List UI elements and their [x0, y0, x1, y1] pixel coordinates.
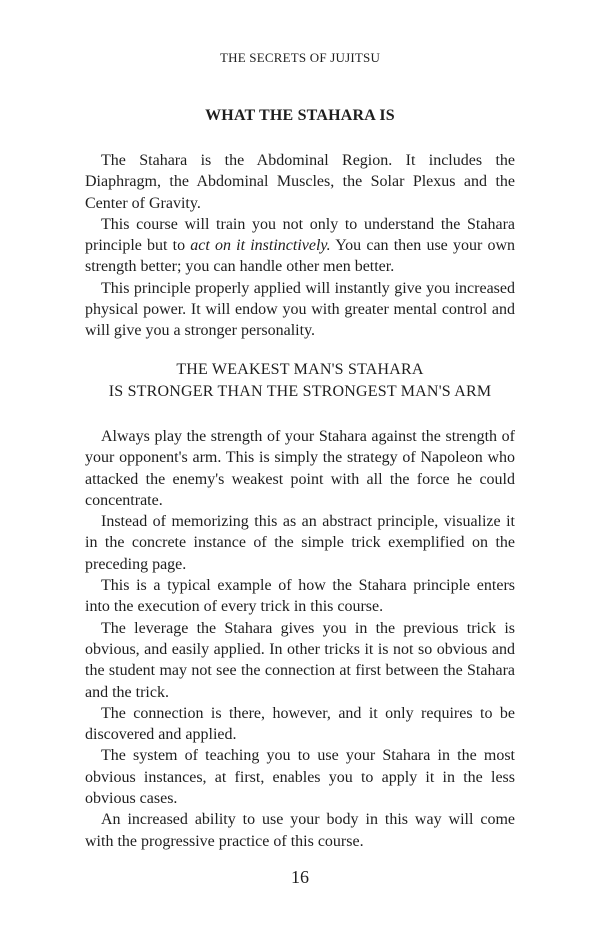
running-head: THE SECRETS OF JUJITSU — [219, 50, 381, 65]
paragraph: Instead of memorizing this as an abstract principle, visualize it in the concrete instance of the simple trick exemplified on the preceding page. — [85, 513, 515, 573]
paragraph — [85, 214, 515, 278]
section-heading-line: THE WEAKEST MAN'S STAHARA — [176, 361, 424, 378]
page-number: 16 — [291, 867, 309, 887]
paragraph: The system of teaching you to use your Stahara in the most obvious instances, at first, enables you to apply it in the less obvious cases. — [85, 747, 515, 808]
paragraph-text: This course will train you not only to understand the Stahara principle but to — [85, 215, 515, 255]
section-heading-line: IS STRONGER THAN THE STRONGEST MAN'S ARM — [108, 383, 492, 400]
section-heading-weakest-man — [85, 359, 515, 403]
emphasis-text: act on it instinctively. — [190, 237, 331, 255]
paragraph: The Stahara is the Abdominal Region. It includes the Diaphragm, the Abdominal Muscles, the Solar Plexus and the Center of Gravity. — [85, 152, 515, 212]
section-body-stahara — [85, 150, 515, 342]
paragraph: The leverage the Stahara gives you in the previous trick is obvious, and easily applied. In other tricks it is not so obvious and the student may not see the connection at first between the Stahara and the trick. — [85, 619, 515, 701]
paragraph: Always play the strength of your Stahara against the strength of your opponent's arm. This is simply the strategy of Napoleon who attacked the enemy's weakest point with all the force he could concentrate. — [85, 428, 515, 509]
section-body-weakest-man — [85, 426, 515, 852]
section-heading-stahara: WHAT THE STAHARA IS — [205, 107, 395, 124]
paragraph-text: You can then use your own strength better; you can handle other men better. — [85, 237, 516, 276]
paragraph: This is a typical example of how the Stahara principle enters into the execution of every trick in this course. — [85, 577, 515, 616]
paragraph: The connection is there, however, and it only requires to be discovered and applied. — [85, 704, 515, 744]
paragraph: This principle properly applied will instantly give you increased physical power. It will endow you with greater mental control and will give you a stronger personality. — [85, 279, 515, 340]
paragraph: An increased ability to use your body in this way will come with the progressive practice of this course. — [85, 811, 515, 850]
book-page — [85, 0, 515, 927]
